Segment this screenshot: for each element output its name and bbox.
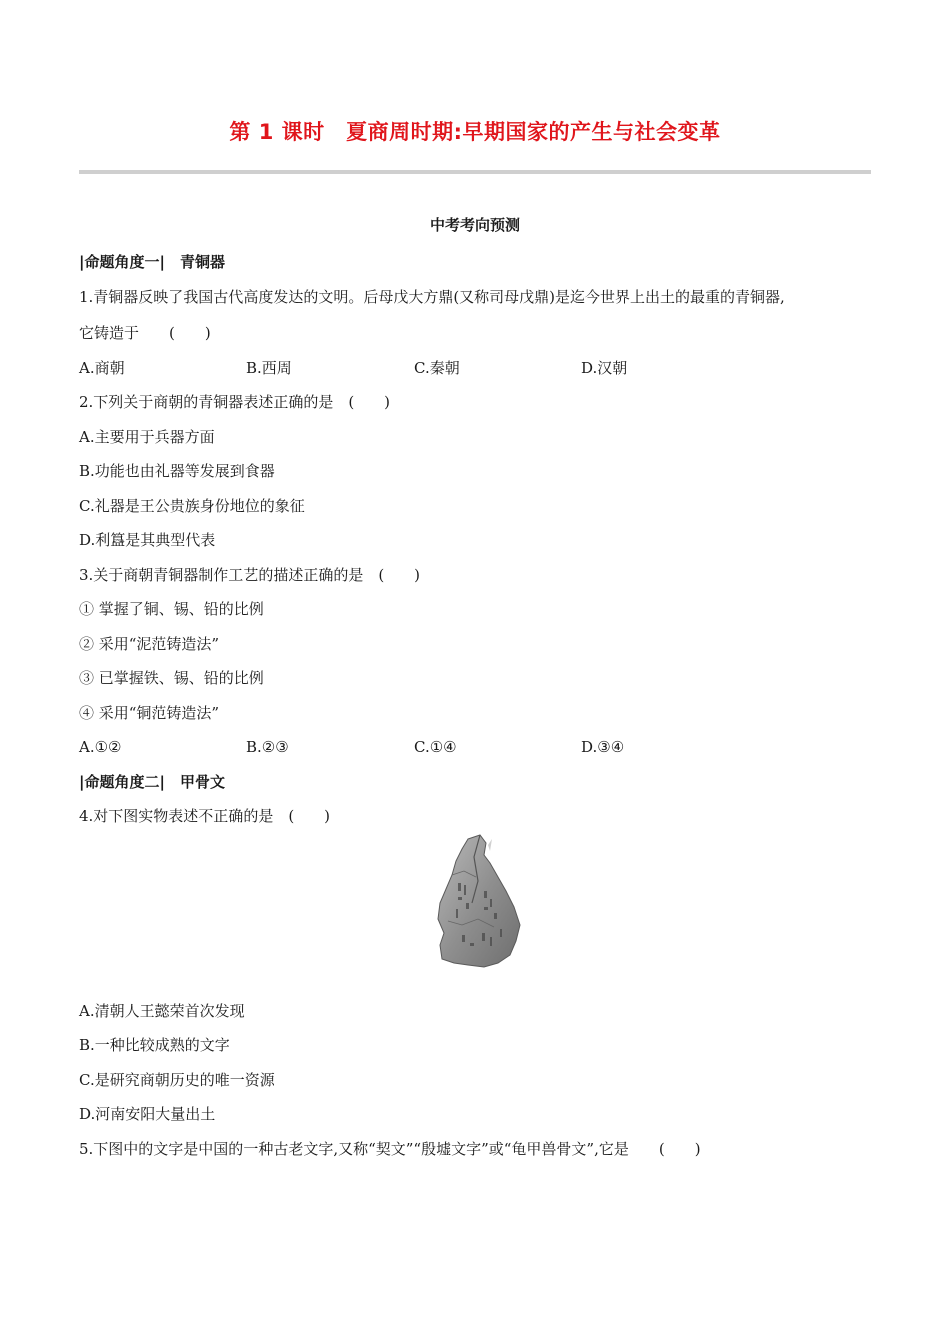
title-divider: [79, 170, 871, 174]
q4-option-a: A.清朝人王懿荣首次发现: [79, 1002, 245, 1020]
q1-option-d: D.汉朝: [581, 359, 628, 377]
section-heading: 中考考向预测: [429, 216, 520, 234]
q3-item-4: ④ 采用“铜范铸造法”: [79, 704, 220, 722]
q2-option-c: C.礼器是王公贵族身份地位的象征: [79, 497, 305, 515]
q3-item-2: ② 采用“泥范铸造法”: [79, 635, 220, 653]
q3-option-a: A.①②: [79, 738, 122, 756]
q3-stem: 3.关于商朝青铜器制作工艺的描述正确的是 ( ): [79, 566, 421, 584]
q3-item-1: ① 掌握了铜、锡、铅的比例: [79, 600, 264, 618]
q1-stem-line2: 它铸造于 ( ): [79, 324, 211, 342]
q4-option-c: C.是研究商朝历史的唯一资源: [79, 1071, 275, 1089]
q3-option-c: C.①④: [414, 738, 457, 756]
q2-option-b: B.功能也由礼器等发展到食器: [79, 462, 275, 480]
q1-option-b: B.西周: [246, 359, 292, 377]
q2-option-a: A.主要用于兵器方面: [79, 428, 215, 446]
q2-stem: 2.下列关于商朝的青铜器表述正确的是 ( ): [79, 393, 391, 411]
q4-stem: 4.对下图实物表述不正确的是 ( ): [79, 807, 331, 825]
q4-option-b: B.一种比较成熟的文字: [79, 1036, 230, 1054]
q4-option-d: D.河南安阳大量出土: [79, 1105, 216, 1123]
q3-item-3: ③ 已掌握铁、锡、铅的比例: [79, 669, 264, 687]
angle2-heading: |命题角度二| 甲骨文: [79, 773, 225, 791]
q1-stem-line1: 1.青铜器反映了我国古代高度发达的文明。后母戊大方鼎(又称司母戊鼎)是迄今世界上出土的最重的青铜器,: [79, 288, 785, 306]
q1-option-a: A.商朝: [79, 359, 125, 377]
q1-option-c: C.秦朝: [414, 359, 460, 377]
q5-stem: 5.下图中的文字是中国的一种古老文字,又称“契文”“殷墟文字”或“龟甲兽骨文”,它是 ( ): [79, 1140, 701, 1158]
page-title: 第 1 课时 夏商周时期:早期国家的产生与社会变革: [229, 120, 721, 144]
angle1-heading: |命题角度一| 青铜器: [79, 253, 225, 271]
q3-option-b: B.②③: [246, 738, 289, 756]
oracle-bone-image: [428, 833, 524, 969]
q2-option-d: D.利簋是其典型代表: [79, 531, 216, 549]
q3-option-d: D.③④: [581, 738, 625, 756]
